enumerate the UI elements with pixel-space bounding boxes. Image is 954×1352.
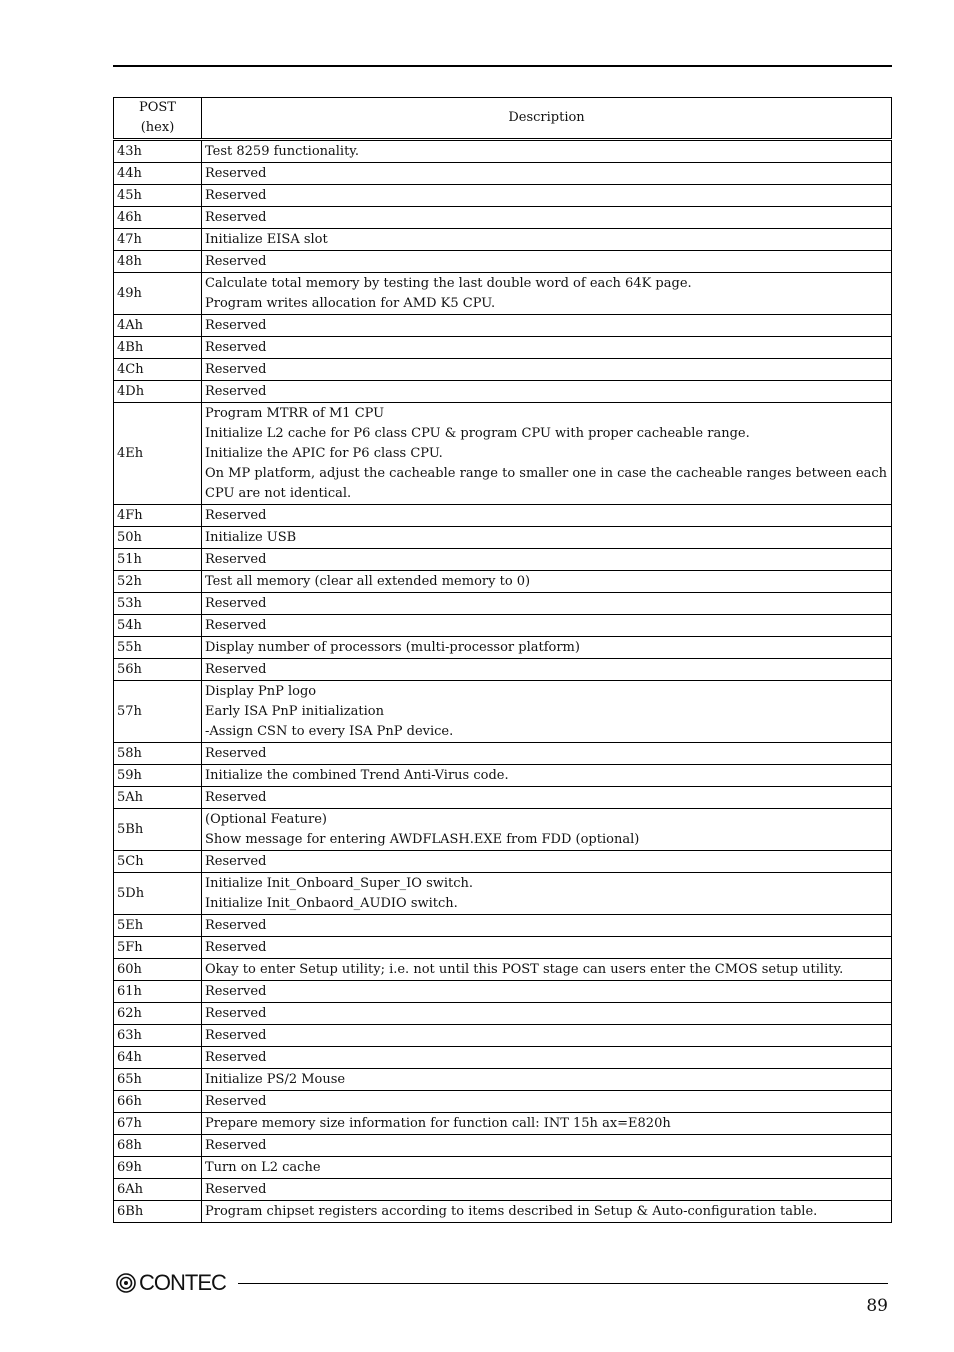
description-cell bbox=[202, 403, 892, 505]
description-cell bbox=[202, 1003, 892, 1025]
table-row bbox=[114, 787, 892, 809]
description-line: Initialize EISA slot bbox=[205, 232, 328, 247]
description-cell bbox=[202, 1025, 892, 1047]
footer-rule bbox=[238, 1283, 888, 1284]
table-row bbox=[114, 1003, 892, 1025]
description-cell bbox=[202, 787, 892, 809]
table-row bbox=[114, 681, 892, 743]
description-line: Reserved bbox=[205, 790, 267, 805]
table-row bbox=[114, 549, 892, 571]
description-cell bbox=[202, 743, 892, 765]
post-code-cell: 4Fh bbox=[114, 505, 202, 527]
post-code-cell: 5Eh bbox=[114, 915, 202, 937]
post-code-cell: 5Dh bbox=[114, 873, 202, 915]
table-row bbox=[114, 140, 892, 163]
post-code-cell: 69h bbox=[114, 1157, 202, 1179]
description-line: Calculate total memory by testing the last double word of each 64K page. bbox=[205, 276, 692, 291]
table-row bbox=[114, 207, 892, 229]
post-code-cell: 4Dh bbox=[114, 381, 202, 403]
description-line: Reserved bbox=[205, 1094, 267, 1109]
post-code-cell: 67h bbox=[114, 1113, 202, 1135]
contec-logo bbox=[116, 1270, 226, 1296]
description-line: Reserved bbox=[205, 1138, 267, 1153]
post-code-cell: 60h bbox=[114, 959, 202, 981]
description-line: Reserved bbox=[205, 340, 267, 355]
table-row bbox=[114, 403, 892, 505]
description-line: Program chipset registers according to items described in Setup & Auto-configuration table. bbox=[205, 1204, 818, 1219]
description-cell bbox=[202, 1047, 892, 1069]
description-cell bbox=[202, 593, 892, 615]
description-line: Reserved bbox=[205, 1006, 267, 1021]
description-line: Reserved bbox=[205, 318, 267, 333]
table-row bbox=[114, 571, 892, 593]
contec-logo-icon bbox=[116, 1273, 136, 1293]
description-cell bbox=[202, 549, 892, 571]
description-cell bbox=[202, 359, 892, 381]
table-row bbox=[114, 959, 892, 981]
post-code-cell: 68h bbox=[114, 1135, 202, 1157]
description-line: Reserved bbox=[205, 746, 267, 761]
post-code-cell: 59h bbox=[114, 765, 202, 787]
description-line: Turn on L2 cache bbox=[205, 1160, 321, 1175]
description-cell bbox=[202, 1069, 892, 1091]
description-line: Initialize PS/2 Mouse bbox=[205, 1072, 346, 1087]
post-code-cell: 57h bbox=[114, 681, 202, 743]
post-code-cell: 48h bbox=[114, 251, 202, 273]
description-cell bbox=[202, 185, 892, 207]
post-code-cell: 56h bbox=[114, 659, 202, 681]
description-line: Reserved bbox=[205, 984, 267, 999]
post-code-cell: 54h bbox=[114, 615, 202, 637]
description-cell bbox=[202, 1135, 892, 1157]
post-code-cell: 53h bbox=[114, 593, 202, 615]
description-cell bbox=[202, 337, 892, 359]
description-line: Test all memory (clear all extended memory to 0) bbox=[205, 574, 531, 589]
description-cell bbox=[202, 381, 892, 403]
table-row bbox=[114, 1025, 892, 1047]
description-cell bbox=[202, 273, 892, 315]
description-line: On MP platform, adjust the cacheable range to smaller one in case the cacheable ranges between each CPU are not identical. bbox=[205, 466, 887, 501]
description-cell bbox=[202, 571, 892, 593]
description-line: Reserved bbox=[205, 508, 267, 523]
table-row bbox=[114, 185, 892, 207]
description-line: Reserved bbox=[205, 918, 267, 933]
description-line: Reserved bbox=[205, 1050, 267, 1065]
description-cell bbox=[202, 140, 892, 163]
post-code-cell: 5Fh bbox=[114, 937, 202, 959]
description-cell bbox=[202, 765, 892, 787]
description-line: Initialize the APIC for P6 class CPU. bbox=[205, 446, 443, 461]
description-line: Reserved bbox=[205, 1182, 267, 1197]
post-code-cell: 43h bbox=[114, 140, 202, 163]
description-line: Reserved bbox=[205, 188, 267, 203]
post-code-cell: 5Ah bbox=[114, 787, 202, 809]
table-row bbox=[114, 873, 892, 915]
description-line: Test 8259 functionality. bbox=[205, 144, 360, 159]
post-code-cell: 6Ah bbox=[114, 1179, 202, 1201]
table-row bbox=[114, 637, 892, 659]
table-row bbox=[114, 337, 892, 359]
description-cell bbox=[202, 163, 892, 185]
header-post-hex bbox=[114, 98, 202, 140]
description-line: Reserved bbox=[205, 1028, 267, 1043]
description-cell bbox=[202, 637, 892, 659]
table-row bbox=[114, 163, 892, 185]
header-post-line: POST bbox=[139, 100, 176, 115]
table-row bbox=[114, 505, 892, 527]
post-code-cell: 63h bbox=[114, 1025, 202, 1047]
table-row bbox=[114, 315, 892, 337]
table-row bbox=[114, 593, 892, 615]
description-line: (Optional Feature) bbox=[205, 812, 328, 827]
post-code-cell: 61h bbox=[114, 981, 202, 1003]
table-row bbox=[114, 1201, 892, 1223]
description-line: Initialize L2 cache for P6 class CPU & program CPU with proper cacheable range. bbox=[205, 426, 750, 441]
description-line: Okay to enter Setup utility; i.e. not until this POST stage can users enter the CMOS setup utility. bbox=[205, 962, 844, 977]
description-line: Reserved bbox=[205, 854, 267, 869]
description-line: Initialize Init_Onboard_Super_IO switch. bbox=[205, 876, 474, 891]
description-line: Reserved bbox=[205, 254, 267, 269]
logo-text: CONTEC bbox=[139, 1270, 226, 1295]
description-line: Initialize the combined Trend Anti-Virus code. bbox=[205, 768, 509, 783]
table-row bbox=[114, 527, 892, 549]
description-line: -Assign CSN to every ISA PnP device. bbox=[205, 724, 454, 739]
description-line: Reserved bbox=[205, 552, 267, 567]
description-line: Reserved bbox=[205, 210, 267, 225]
table-header-row bbox=[114, 98, 892, 140]
description-line: Program MTRR of M1 CPU bbox=[205, 406, 385, 421]
description-line: Reserved bbox=[205, 362, 267, 377]
table-row bbox=[114, 981, 892, 1003]
description-cell bbox=[202, 615, 892, 637]
description-cell bbox=[202, 873, 892, 915]
description-line: Program writes allocation for AMD K5 CPU. bbox=[205, 296, 496, 311]
description-line: Reserved bbox=[205, 940, 267, 955]
post-code-cell: 49h bbox=[114, 273, 202, 315]
table-row bbox=[114, 659, 892, 681]
post-code-cell: 5Bh bbox=[114, 809, 202, 851]
description-line: Initialize Init_Onbaord_AUDIO switch. bbox=[205, 896, 458, 911]
description-cell bbox=[202, 1113, 892, 1135]
description-cell bbox=[202, 809, 892, 851]
post-code-cell: 47h bbox=[114, 229, 202, 251]
post-code-table bbox=[113, 97, 892, 1223]
description-line: Reserved bbox=[205, 618, 267, 633]
post-code-cell: 62h bbox=[114, 1003, 202, 1025]
description-cell bbox=[202, 915, 892, 937]
post-code-cell: 4Ah bbox=[114, 315, 202, 337]
description-cell bbox=[202, 1157, 892, 1179]
post-code-cell: 4Ch bbox=[114, 359, 202, 381]
post-code-cell: 5Ch bbox=[114, 851, 202, 873]
table-row bbox=[114, 1157, 892, 1179]
description-cell bbox=[202, 659, 892, 681]
post-code-cell: 64h bbox=[114, 1047, 202, 1069]
table-row bbox=[114, 851, 892, 873]
post-code-cell: 65h bbox=[114, 1069, 202, 1091]
post-code-cell: 4Eh bbox=[114, 403, 202, 505]
table-row bbox=[114, 765, 892, 787]
table-row bbox=[114, 937, 892, 959]
description-line: Reserved bbox=[205, 384, 267, 399]
table-row bbox=[114, 1047, 892, 1069]
table-row bbox=[114, 809, 892, 851]
post-code-cell: 50h bbox=[114, 527, 202, 549]
description-line: Reserved bbox=[205, 166, 267, 181]
table-row bbox=[114, 1179, 892, 1201]
description-cell bbox=[202, 981, 892, 1003]
description-cell bbox=[202, 207, 892, 229]
description-line: Display number of processors (multi-processor platform) bbox=[205, 640, 580, 655]
description-line: Reserved bbox=[205, 596, 267, 611]
post-code-cell: 6Bh bbox=[114, 1201, 202, 1223]
description-cell bbox=[202, 937, 892, 959]
table-row bbox=[114, 1091, 892, 1113]
description-line: Early ISA PnP initialization bbox=[205, 704, 384, 719]
description-cell bbox=[202, 505, 892, 527]
table-row bbox=[114, 615, 892, 637]
table-row bbox=[114, 743, 892, 765]
header-rule bbox=[113, 65, 892, 67]
description-cell bbox=[202, 959, 892, 981]
header-hex-line: (hex) bbox=[140, 120, 175, 135]
post-code-cell: 55h bbox=[114, 637, 202, 659]
description-cell bbox=[202, 681, 892, 743]
post-code-cell: 66h bbox=[114, 1091, 202, 1113]
description-line: Reserved bbox=[205, 662, 267, 677]
description-cell bbox=[202, 315, 892, 337]
table-row bbox=[114, 1135, 892, 1157]
table-row bbox=[114, 251, 892, 273]
description-cell bbox=[202, 229, 892, 251]
description-line: Display PnP logo bbox=[205, 684, 317, 699]
post-code-cell: 51h bbox=[114, 549, 202, 571]
description-line: Prepare memory size information for function call: INT 15h ax=E820h bbox=[205, 1116, 671, 1131]
description-cell bbox=[202, 1201, 892, 1223]
description-cell bbox=[202, 1091, 892, 1113]
table-row bbox=[114, 1113, 892, 1135]
post-code-cell: 52h bbox=[114, 571, 202, 593]
table-body bbox=[114, 140, 892, 1223]
table-row bbox=[114, 273, 892, 315]
post-code-cell: 44h bbox=[114, 163, 202, 185]
page-number: 89 bbox=[866, 1296, 888, 1316]
post-code-cell: 46h bbox=[114, 207, 202, 229]
table-row bbox=[114, 359, 892, 381]
post-code-cell: 45h bbox=[114, 185, 202, 207]
description-line: Initialize USB bbox=[205, 530, 297, 545]
description-cell bbox=[202, 851, 892, 873]
table-row bbox=[114, 1069, 892, 1091]
description-cell bbox=[202, 1179, 892, 1201]
header-description: Description bbox=[202, 98, 892, 140]
post-code-cell: 58h bbox=[114, 743, 202, 765]
table-row bbox=[114, 915, 892, 937]
post-code-cell: 4Bh bbox=[114, 337, 202, 359]
description-cell bbox=[202, 527, 892, 549]
table-row bbox=[114, 381, 892, 403]
description-cell bbox=[202, 251, 892, 273]
table-row bbox=[114, 229, 892, 251]
description-line: Show message for entering AWDFLASH.EXE from FDD (optional) bbox=[205, 832, 640, 847]
